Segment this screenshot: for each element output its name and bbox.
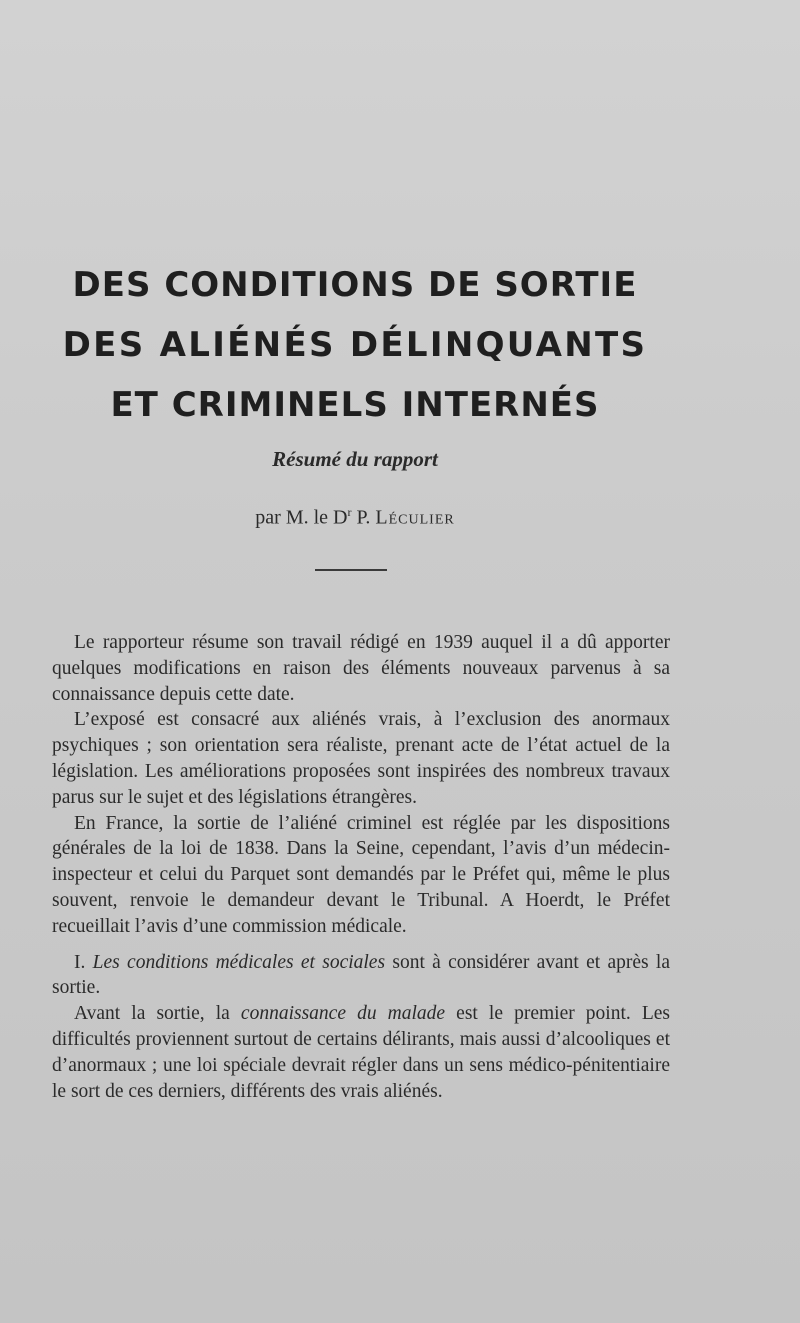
paragraph-1: Le rapporteur résume son travail rédigé en 1939 auquel il a dû apporter quelques modifications en raison des éléments nouveaux parvenus à sa connaissance depuis cette date. [52, 632, 670, 705]
byline-superscript: r [347, 505, 352, 519]
title-line-1: DES CONDITIONS DE SORTIE [72, 265, 638, 305]
author-surname: Léculier [375, 506, 455, 529]
paragraph-4-lead: I. [74, 951, 93, 973]
title-line-3: ET CRIMINELS INTERNÉS [110, 385, 600, 425]
paragraph-2: L’exposé est consacré aux aliénés vrais, à l’exclusion des anormaux psychiques ; son orientation sera réaliste, prenant acte de l’état actuel de la législation. Les améliorations proposées sont inspirées des nombreux travaux parus sur le sujet et des législations étrangères. [52, 709, 670, 808]
paragraph-4 [52, 950, 670, 1002]
byline-prefix: par M. le D [255, 506, 348, 529]
paragraph-3: En France, la sortie de l’aliéné criminel est réglée par les dispositions générales de la loi de 1838. Dans la Seine, cependant, l’avis d’un médecin-inspecteur et celui du Parquet sont demandés par le Préfet qui, même le plus souvent, renvoie le demandeur devant le Tribunal. A Hoerdt, le Préfet recueillait l’avis d’une commission médicale. [52, 812, 670, 937]
paragraph-5-rest: est le premier point. Les difficultés proviennent surtout de certains délirants, mais aussi d’alcooliques et d’anormaux ; une loi spéciale devrait régler dans un sens médico-pénitentiaire le sort de ces derniers, différents des vrais aliénés. [52, 1003, 671, 1102]
separator-rule [315, 569, 387, 571]
paragraph-5-emphasis: connaissance du malade [240, 1003, 446, 1025]
paragraph-5-lead: Avant la sortie, la [74, 1003, 241, 1025]
paragraph-4-rest: sont à considérer avant et après la sortie. [52, 951, 671, 999]
document-title [0, 255, 710, 435]
byline-initial: P. [351, 506, 376, 529]
paragraph-5 [52, 1001, 670, 1104]
body-text [52, 630, 670, 1104]
title-line-2: DES ALIÉNÉS DÉLINQUANTS [62, 325, 648, 365]
subtitle: Résumé du rapport [272, 447, 438, 471]
author-byline [0, 505, 710, 530]
paragraph-4-emphasis: Les conditions médicales et sociales [92, 951, 386, 973]
